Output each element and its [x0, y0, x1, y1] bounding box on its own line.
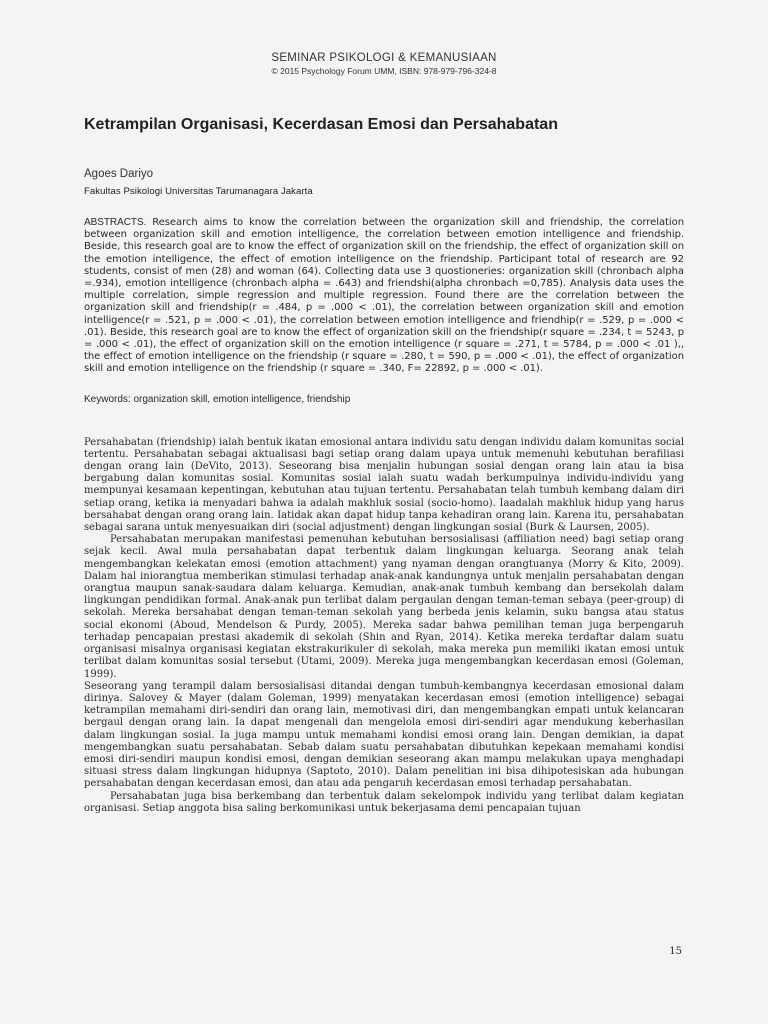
article-body: [84, 437, 684, 815]
abstract: [84, 217, 684, 376]
running-header: [84, 52, 684, 76]
keywords: Keywords: organization skill, emotion intelligence, friendship: [84, 393, 351, 405]
body-paragraph-3: Seseorang yang terampil dalam bersosialisasi ditandai dengan tumbuh-kembangnya kecerdasan emosional dalam dirinya. Salovey & Mayer (dalam Goleman, 1999) menyatakan kecerdasan emosi (emotion intelligence) sebagai ketrampilan memahami diri-sendiri dan orang lain, memotivasi diri, dan mengembangkan empati untuk kelancaran bergaul dengan orang lain. Ia dapat mengenali dan mengelola emosi diri-sendiri agar mendukung keberhasilan dalam lingkungan sosial. Ia juga mampu untuk memahami kondisi emosi orang lain. Dengan demikian, ia dapat mengembangkan suatu persahabatan. Sebab dalam suatu persahabatan dibutuhkan kepekaan memahami kondisi emosi diri-sendiri maupun kondisi emosi, dengan demikian seseorang akan mampu melakukan upaya menghadapi situasi stress dalam lingkungan hidupnya (Saptoto, 2010). Dalam penelitian ini bisa dihipotesiskan ada hubungan persahabatan dengan kecerdasan emosi, dan atau ada pengaruh kecerdasan emosi terhadap persahabatan.: [84, 680, 684, 790]
journal-name: SEMINAR PSIKOLOGI & KEMANUSIAAN: [271, 52, 497, 64]
body-paragraph-1: Persahabatan (friendship) ialah bentuk ikatan emosional antara individu satu dengan individu dalam komunitas social tertentu. Persahabatan sebagai aktualisasi bagi setiap orang dalam upaya untuk memenuhi kebutuhan berafiliasi dengan orang lain (DeVito, 2013). Seseorang bisa menjalin hubungan sosial dengan orang lain atau ia bisa bergabung dalan komunitas sosial. Komunitas sosial ialah suatu wadah berkumpulnya individu-individu yang mempunyai kesamaan kepentingan, kebutuhan atau tujuan tertentu. Persahabatan telah tumbuh kembang dalam diri setiap orang, ketika ia menyadari bahwa ia adalah makhluk sosial (socio-homo). Iaadalah makhluk hidup yang harus bersahabat dengan orang orang lain. Iatidak akan dapat hidup tanpa kehadiran orang lain. Karena itu, persahabatan sebagai sarana untuk menyesuaikan diri (social adjustment) dengan lingkungan sosial (Burk & Laursen, 2005).: [84, 436, 685, 534]
article-title: Ketrampilan Organisasi, Kecerdasan Emosi dan Persahabatan: [84, 116, 558, 133]
abstract-label: ABSTRACTS.: [84, 217, 147, 228]
body-paragraph-4: Persahabatan juga bisa berkembang dan terbentuk dalam sekelompok individu yang terlibat dalam kegiatan organisasi. Setiap anggota bisa saling berkomunikasi untuk bekerjasama demi pencapaian tujuan: [84, 790, 684, 814]
abstract-text: Research aims to know the correlation between the organization skill and friendship, the correlation between organization skill and emotion intelligence, the correlation between emotion intelligence and friendship. Beside, this research goal are to know the effect of organization skill on the friendship, the effect of organization skill on the emotion intelligence, the effect of emotion intelligence on the friendship. Participant total of research are 92 students, consist of men (28) and woman (64). Collecting data use 3 quostioneries: organization skill (chronbach alpha =.934), emotion intelligence (chronbach alpha = .643) and friendshi(alpha chronbach =0,785). Analysis data uses the multiple correlation, simple regression and multiple regression. Found there are the correlation between the organization skill and friendship(r = .484, p = .000 < .01), the correlation between organization skill and emotion intelligence(r = .521, p = .000 < .01), the correlation between emotion intelligence and friendhip(r = .529, p = .000 < .01). Beside, this research goal are to know the effect of organization skill on the friendship(r square = .234, t = 5243, p = .000 < .01), the effect of organization skill on the emotion intelligence (r square = .271, t = 5784, p = .000 < .01 ),, the effect of emotion intelligence on the friendship (r square = .280, t = 590, p = .000 < .01), the effect of organization skill and emotion intelligence on the friendship (r square = .340, F= 22892, p = .000 < .01).: [84, 217, 684, 375]
page-number: 15: [669, 946, 682, 957]
author-name: Agoes Dariyo: [84, 168, 154, 180]
journal-issn: © 2015 Psychology Forum UMM, ISBN: 978-979-796-324-8: [271, 66, 497, 76]
body-paragraph-2: Persahabatan merupakan manifestasi pemenuhan kebutuhan bersosialisasi (affiliation need) bagi setiap orang sejak kecil. Awal mula persahabatan dapat terbentuk dalam lingkungan keluarga. Seorang anak telah mengembangkan kelekatan emosi (emotion attachment) yang nyaman dengan orangtuanya (Morry & Kito, 2009). Dalam hal iniorangtua memberikan stimulasi terhadap anak-anak kandungnya untuk menjalin persahabatan dengan orangtua maupun sanak-saudara dalam keluarga. Kemudian, anak-anak tumbuh kembang dan bersekolah dalam lingkungan pendidikan formal. Anak-anak pun terlibat dalam pergaulan dengan teman-teman sebaya (peer-group) di sekolah. Mereka bersahabat dengan teman-teman sekolah yang berbeda jenis kelamin, suku bangsa atau status social ekonomi (Aboud, Mendelson & Purdy, 2005). Mereka sadar bahwa pemilihan teman juga berpengaruh terhadap pencapaian prestasi akademik di sekolah (Shin and Ryan, 2014). Ketika mereka terdaftar dalam suatu organisasi misalnya organisasi kegiatan ekstrakurikuler di sekolah, maka mereka pun memiliki ikatan emosi untuk terlibat dalam komunitas sosial tersebut (Utami, 2009). Mereka juga mengembangkan kecerdasan emosi (Goleman, 1999).: [84, 534, 684, 680]
author-affiliation: Fakultas Psikologi Universitas Tarumanagara Jakarta: [84, 186, 313, 197]
